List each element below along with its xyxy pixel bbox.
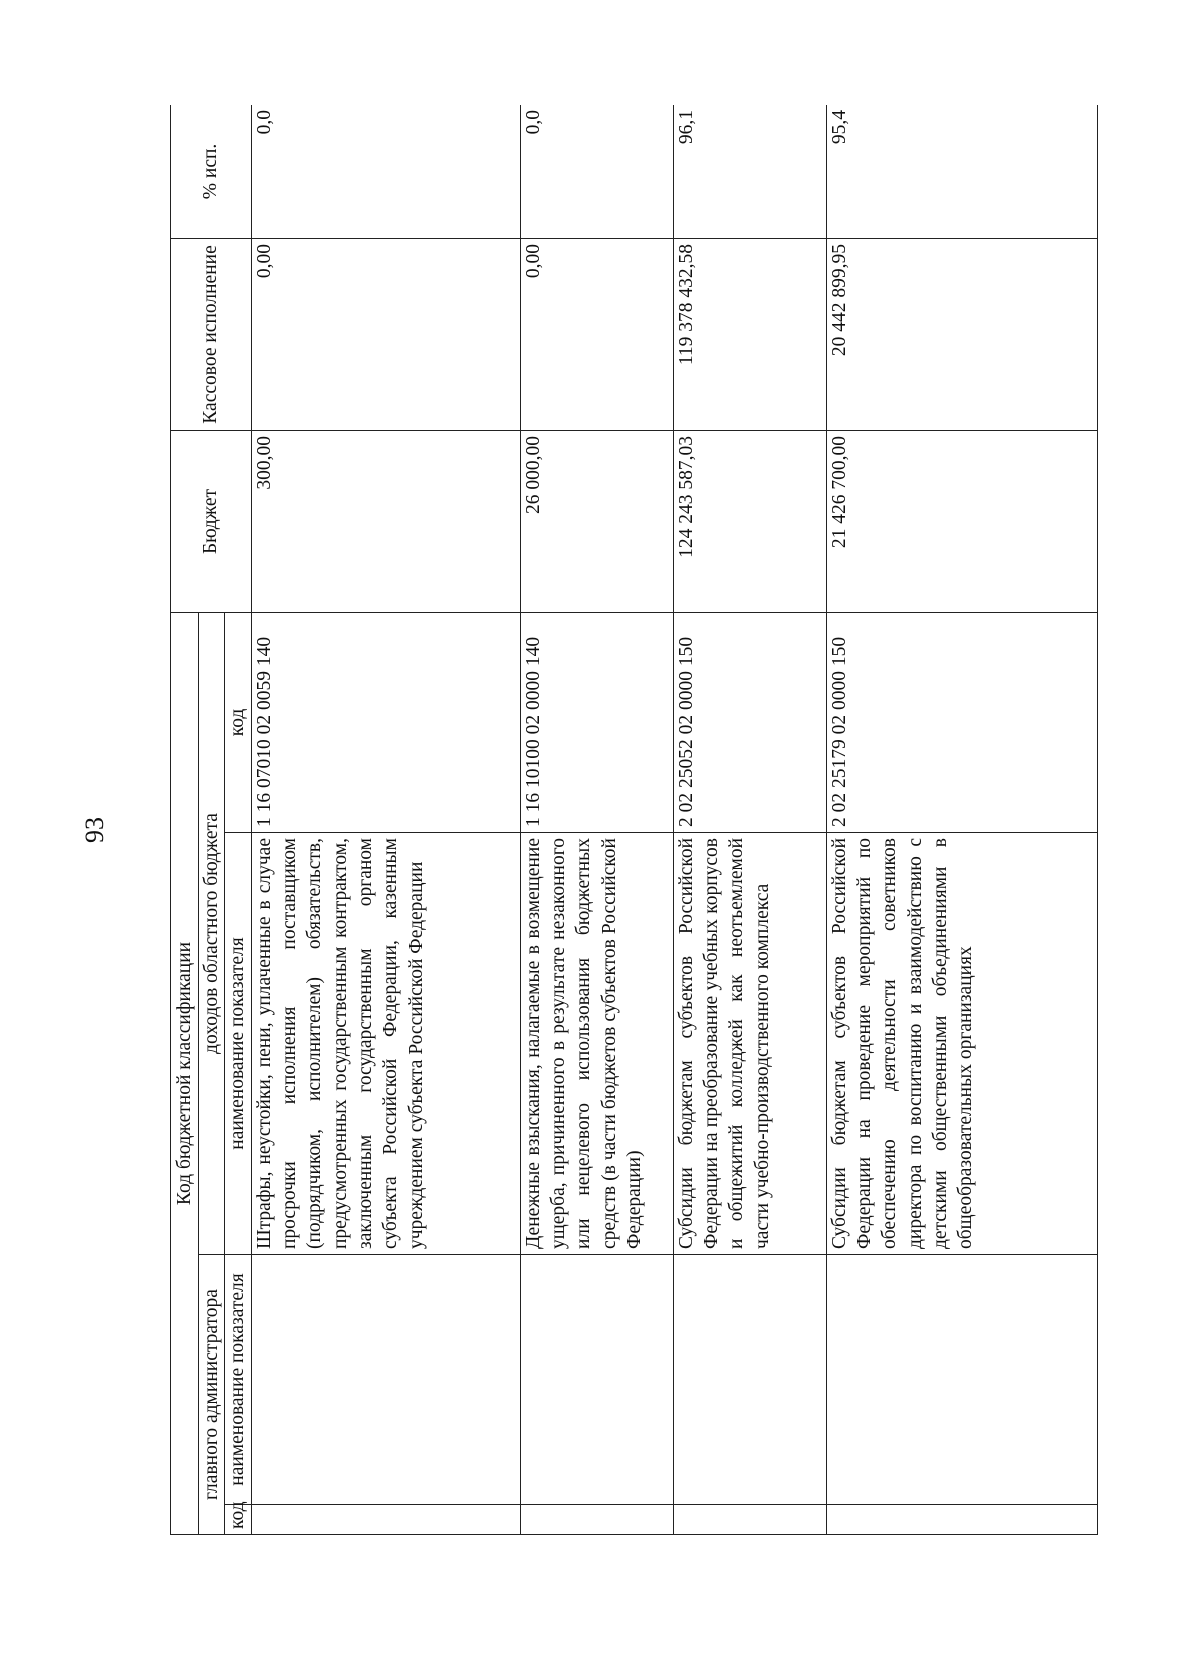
page-number: 93 xyxy=(80,817,109,843)
cell-admin-code xyxy=(251,1505,520,1535)
cell-indicator-name: Штрафы, неустойки, пени, уплаченные в случае просрочки исполнения поставщиком (подрядчиком, исполнителем) обязательств, предусмотренных государственным контрактом, заключенным государственным органом субъекта Российской Федерации, казенным учреждением субъекта Российской Федерации xyxy=(251,833,520,1255)
cell-execution: 119 378 432,58 xyxy=(673,238,826,430)
cell-admin-code xyxy=(826,1505,1097,1535)
header-main-admin: главного администратора xyxy=(199,1255,225,1535)
header-budget: Бюджет xyxy=(171,430,252,612)
table-row xyxy=(251,105,520,1535)
header-admin-name: наименование показателя xyxy=(225,1255,251,1505)
cell-budget: 300,00 xyxy=(251,430,520,612)
header-admin-code: код xyxy=(225,1505,251,1535)
cell-income-code: 2 02 25179 02 0000 150 xyxy=(826,612,1097,832)
cell-indicator-name: Субсидии бюджетам субъектов Российской Федерации на преобразование учебных корпусов и общежитий колледжей как неотъемлемой части учебно-производственного комплекса xyxy=(673,833,826,1255)
header-regional-income: доходов областного бюджета xyxy=(199,612,225,1254)
cell-budget: 21 426 700,00 xyxy=(826,430,1097,612)
cell-percent: 0,0 xyxy=(520,105,673,238)
cell-admin-name xyxy=(520,1255,673,1505)
cell-execution: 0,00 xyxy=(520,238,673,430)
header-income-name: наименование показателя xyxy=(225,833,251,1255)
cell-admin-code xyxy=(673,1505,826,1535)
cell-income-code: 1 16 10100 02 0000 140 xyxy=(520,612,673,832)
cell-admin-name xyxy=(826,1255,1097,1505)
cell-budget: 124 243 587,03 xyxy=(673,430,826,612)
header-percent: % исп. xyxy=(171,105,252,238)
cell-execution: 0,00 xyxy=(251,238,520,430)
header-classification: Код бюджетной классификации xyxy=(171,612,199,1534)
rotated-table-container xyxy=(170,105,1100,1535)
budget-table-frame xyxy=(170,105,1100,1535)
cell-income-code: 1 16 07010 02 0059 140 xyxy=(251,612,520,832)
cell-percent: 95,4 xyxy=(826,105,1097,238)
cell-admin-name xyxy=(251,1255,520,1505)
cell-admin-code xyxy=(520,1505,673,1535)
cell-admin-name xyxy=(673,1255,826,1505)
cell-indicator-name: Субсидии бюджетам субъектов Российской Федерации на проведение мероприятий по обеспечению деятельности советников директора по воспитанию и взаимодействию с детскими общественными объединениями в общеобразовательных организациях xyxy=(826,833,1097,1255)
budget-table xyxy=(170,105,1098,1535)
table-row xyxy=(520,105,673,1535)
cell-indicator-name: Денежные взыскания, налагаемые в возмещение ущерба, причиненного в результате незаконного или нецелевого использования бюджетных средств (в части бюджетов субъектов Российской Федерации) xyxy=(520,833,673,1255)
table-row xyxy=(826,105,1097,1535)
cell-budget: 26 000,00 xyxy=(520,430,673,612)
header-execution: Кассовое исполнение xyxy=(171,238,252,430)
cell-execution: 20 442 899,95 xyxy=(826,238,1097,430)
cell-percent: 96,1 xyxy=(673,105,826,238)
cell-percent: 0,0 xyxy=(251,105,520,238)
table-row xyxy=(673,105,826,1535)
header-income-code: код xyxy=(225,612,251,832)
cell-income-code: 2 02 25052 02 0000 150 xyxy=(673,612,826,832)
